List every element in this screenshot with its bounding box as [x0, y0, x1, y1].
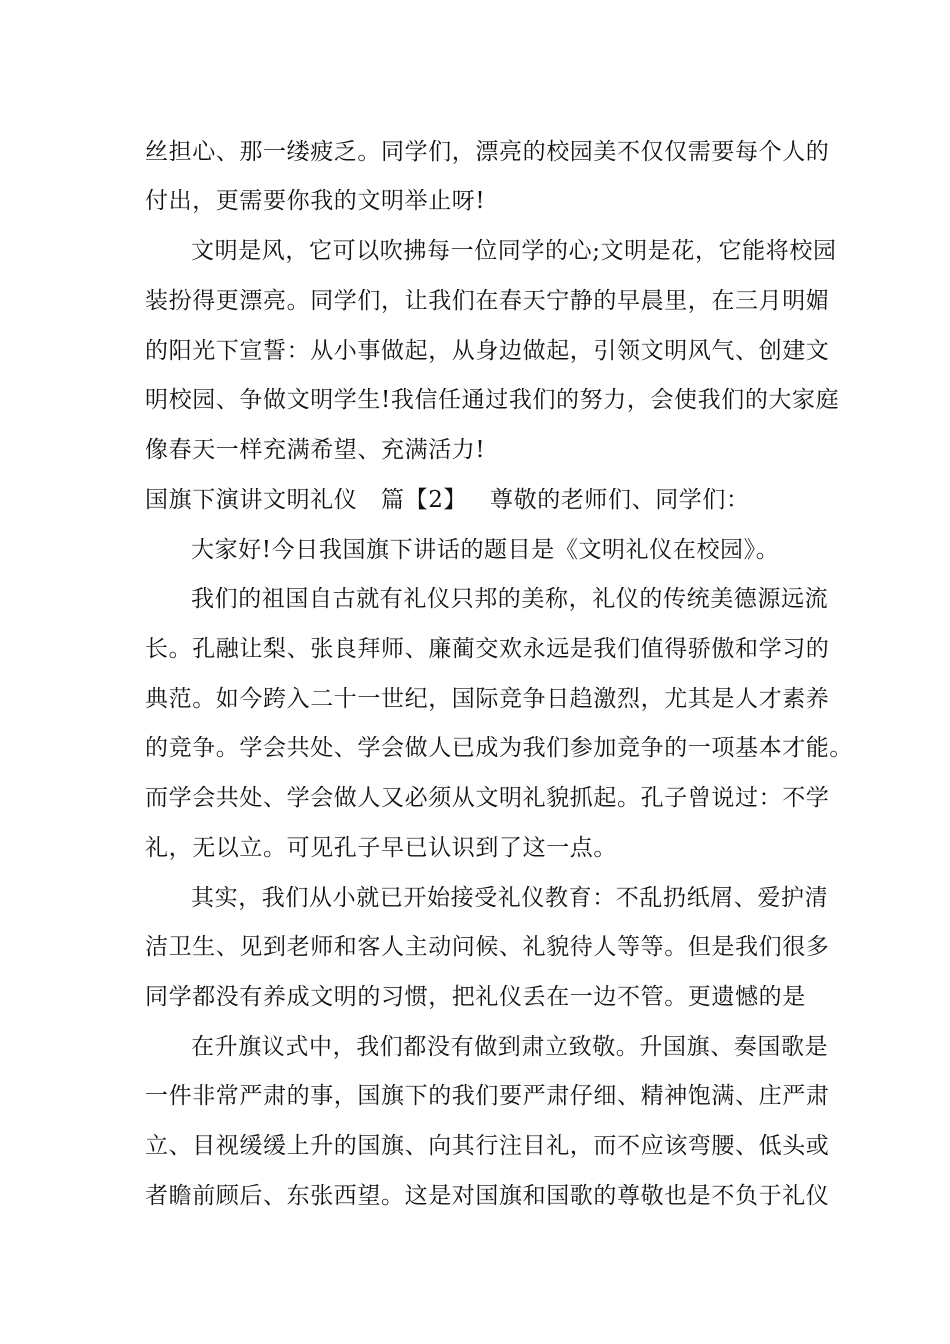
text-line: 典范。如今跨入二十一世纪，国际竞争日趋激烈，尤其是人才素养 [145, 686, 830, 712]
text-line: 而学会共处、学会做人又必须从文明礼貌抓起。孔子曾说过：不学 [145, 785, 830, 811]
text-line: 在升旗议式中，我们都没有做到肃立致敬。升国旗、奏国歌是 [191, 1034, 829, 1060]
section-heading: 国旗下演讲文明礼仪 篇【2】 [145, 487, 468, 513]
text-line: 付出，更需要你我的文明举止呀! [145, 188, 486, 214]
text-line: 文明是风，它可以吹拂每一位同学的心;文明是花，它能将校园 [191, 238, 837, 264]
salutation: 尊敬的老师们、同学们： [490, 487, 750, 513]
text-line: 同学都没有养成文明的习惯，把礼仪丢在一边不管。更遗憾的是 [145, 984, 806, 1010]
text-line: 大家好!今日我国旗下讲话的题目是《文明礼仪在校园》。 [191, 537, 780, 563]
text-line: 者瞻前顾后、东张西望。这是对国旗和国歌的尊敬也是不负于礼仪 [145, 1183, 830, 1209]
text-line: 洁卫生、见到老师和客人主动问候、礼貌待人等等。但是我们很多 [145, 934, 830, 960]
text-line: 丝担心、那一缕疲乏。同学们，漂亮的校园美不仅仅需要每个人的 [145, 139, 830, 165]
text-line: 像春天一样充满希望、充满活力! [145, 437, 486, 463]
text-line: 立、目视缓缓上升的国旗、向其行注目礼，而不应该弯腰、低头或 [145, 1133, 830, 1159]
text-line: 我们的祖国自古就有礼仪只邦的美称，礼仪的传统美德源远流 [191, 586, 829, 612]
text-line: 的阳光下宣誓：从小事做起，从身边做起，引领文明风气、创建文 [145, 338, 830, 364]
text-line: 装扮得更漂亮。同学们，让我们在春天宁静的早晨里，在三月明媚 [145, 288, 830, 314]
text-line: 的竞争。学会共处、学会做人已成为我们参加竞争的一项基本才能。 [145, 735, 853, 761]
text-line: 礼，无以立。可见孔子早已认识到了这一点。 [145, 835, 617, 861]
text-line: 其实，我们从小就已开始接受礼仪教育：不乱扔纸屑、爱护清 [191, 885, 829, 911]
text-line: 明校园、争做文明学生!我信任通过我们的努力，会使我们的大家庭 [145, 387, 840, 413]
text-line: 长。孔融让梨、张良拜师、廉蔺交欢永远是我们值得骄傲和学习的 [145, 636, 830, 662]
text-line: 一件非常严肃的事，国旗下的我们要严肃仔细、精神饱满、庄严肃 [145, 1083, 830, 1109]
